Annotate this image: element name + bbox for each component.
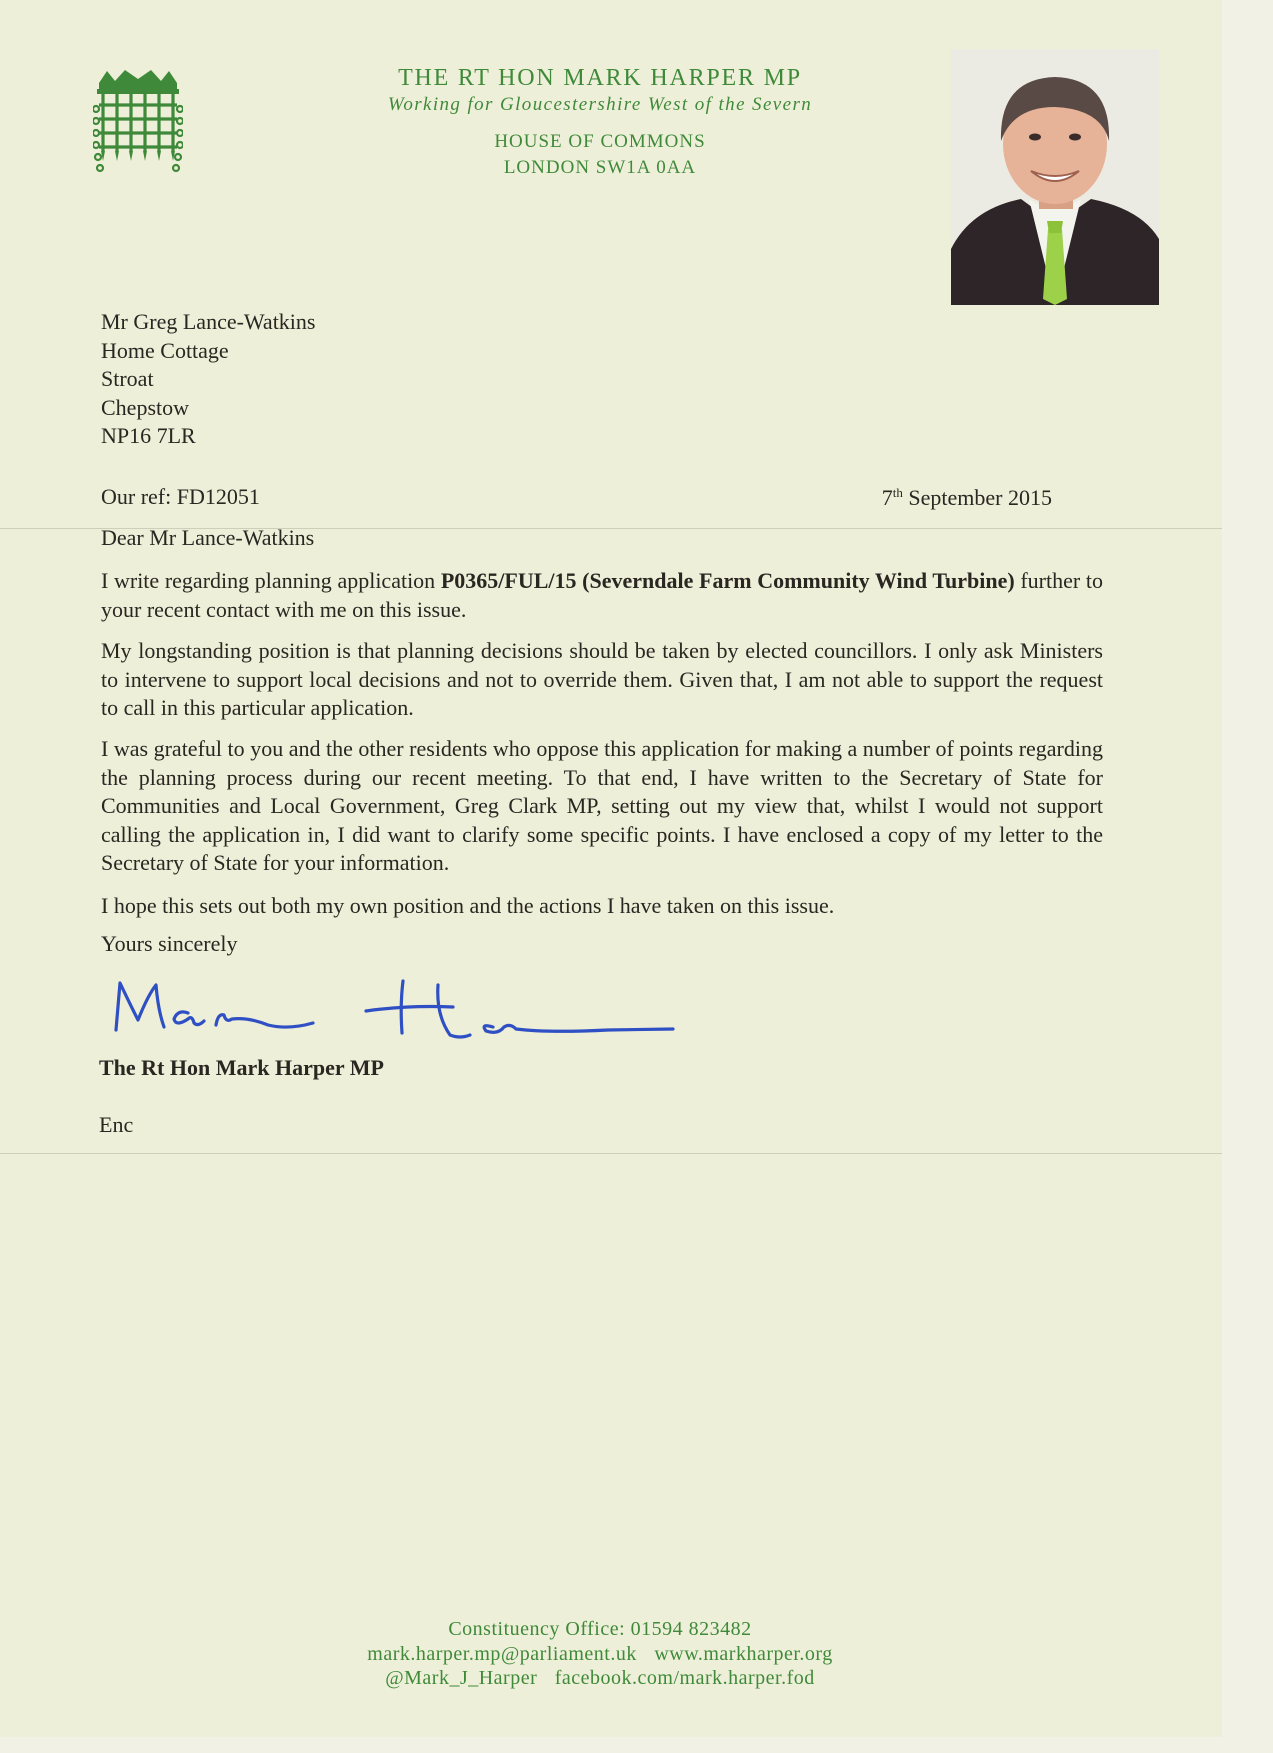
p1-text-end: further to your recent contact with me on this issue. [101,568,1103,622]
letter-date [882,484,1052,512]
portcullis-crest-icon [93,69,183,173]
reference: Our ref: FD12051 [101,484,260,509]
paragraph-3: I was grateful to you and the other residents who oppose this application for making a number of points regarding the planning process during our recent meeting. To that end, I have written to the Secretary of State for Communities and Local Government, Greg Clark MP, setting out my view that, whilst I would not support calling the application in, I did want to clarify some specific points. I have enclosed a copy of my letter to the Secretary of State for your information. [101,736,1103,875]
portrait-photo [951,49,1159,305]
p1-text: I write regarding planning application [101,568,441,593]
constituency-office: Constituency Office: 01594 823482 [448,1618,752,1640]
date-suffix: th [892,485,903,500]
footer-line-2 [300,1642,900,1667]
address-line: NP16 7LR [101,423,196,448]
recipient-address [101,308,315,451]
letterhead-city: LONDON SW1A 0AA [503,157,697,178]
letterhead [300,63,900,181]
address-line: Mr Greg Lance-Watkins [101,309,316,334]
paragraph-4: I hope this sets out both my own position and the actions I have taken on this issue. [101,893,835,918]
date-day: 7 [881,485,893,510]
footer-contact [300,1617,900,1691]
handwritten-signature [108,975,678,1050]
address-line: Stroat [101,366,154,391]
facebook-link[interactable]: facebook.com/mark.harper.fod [554,1667,815,1689]
salutation: Dear Mr Lance-Watkins [101,525,315,550]
closing: Yours sincerely [101,931,238,956]
email-link[interactable]: mark.harper.mp@parliament.uk [367,1642,637,1665]
paragraph-1 [101,567,1103,624]
twitter-handle[interactable]: @Mark_J_Harper [385,1667,538,1689]
letterhead-name: THE RT HON MARK HARPER MP [398,65,802,91]
address-line: Home Cottage [101,337,229,363]
application-reference: P0365/FUL/15 (Severndale Farm Community Wind Turbine) [440,568,1015,593]
address-line: Chepstow [101,394,189,420]
enclosure-note: Enc [99,1112,134,1137]
website-link[interactable]: www.markharper.org [654,1642,833,1665]
paragraph-2: My longstanding position is that planning decisions should be taken by elected councillors. I only ask Ministers to intervene to support local decisions and not to override them. Given that, I am not able to support the request to call in this particular application. [101,638,1103,720]
fold-line [0,1153,1222,1154]
footer-line-3 [300,1666,900,1691]
signatory-name: The Rt Hon Mark Harper MP [99,1055,384,1080]
date-rest: September 2015 [902,485,1052,510]
letterhead-house: HOUSE OF COMMONS [494,131,706,152]
letterhead-tagline: Working for Gloucestershire West of the Severn [387,94,813,115]
